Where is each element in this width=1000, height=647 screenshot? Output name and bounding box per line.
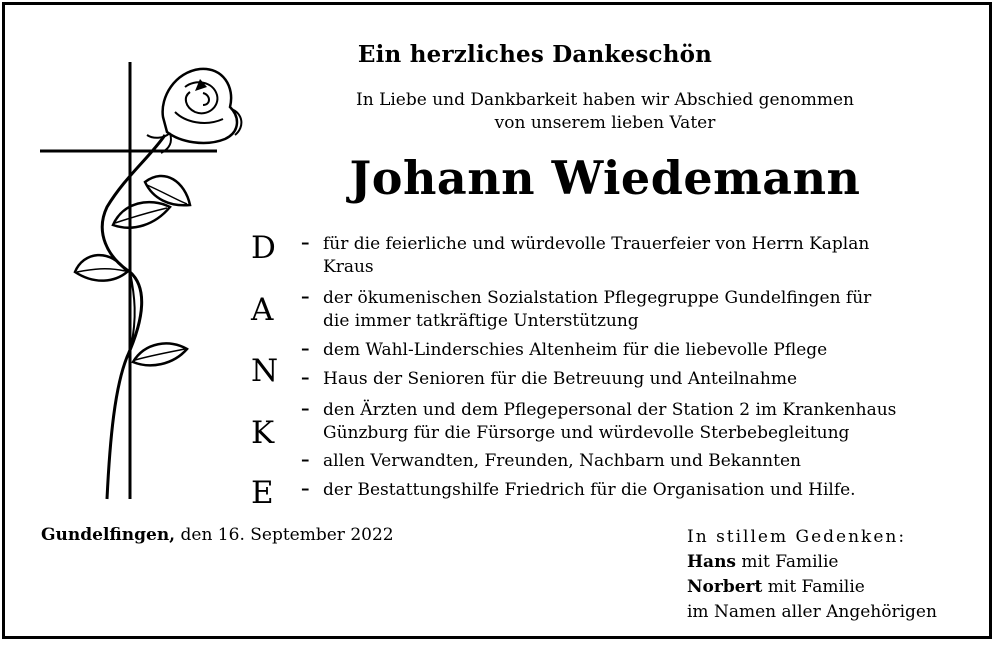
list-item xyxy=(301,450,991,473)
item-dash: – xyxy=(301,233,310,253)
danke-letter-a: A xyxy=(251,292,274,328)
deceased-name: Johann Wiedemann xyxy=(349,151,861,205)
signoff-line-1 xyxy=(687,550,937,575)
list-item xyxy=(301,339,991,362)
danke-letter-e: E xyxy=(251,475,274,511)
obituary-card xyxy=(2,2,992,639)
signoff-line-3: im Namen aller Angehörigen xyxy=(687,602,937,622)
item-dash: – xyxy=(301,339,310,359)
signoff-line-2 xyxy=(687,575,937,600)
signoff xyxy=(687,525,937,625)
intro-text xyxy=(305,89,905,135)
list-item xyxy=(301,479,991,502)
danke-letter-k: K xyxy=(251,415,275,451)
item-dash: – xyxy=(301,287,310,307)
item-dash: – xyxy=(301,399,310,419)
page-title: Ein herzliches Dankeschön xyxy=(357,41,713,68)
item-line-1: dem Wahl-Linderschies Altenheim für die liebevolle Pflege xyxy=(323,340,828,360)
item-line-1: der ökumenischen Sozialstation Pflegegruppe Gundelfingen für xyxy=(323,288,872,308)
item-line-1: Haus der Senioren für die Betreuung und Anteilnahme xyxy=(323,369,798,389)
signoff-line-2-rest: mit Familie xyxy=(762,577,865,597)
signoff-head: In stillem Gedenken: xyxy=(687,527,907,547)
list-item xyxy=(301,287,991,333)
danke-letter-d: D xyxy=(251,230,276,266)
intro-line-2: von unserem lieben Vater xyxy=(494,113,716,133)
item-dash: – xyxy=(301,479,310,499)
item-line-2: Günzburg für die Fürsorge und würdevolle Sterbebegleitung xyxy=(323,423,850,443)
list-item xyxy=(301,399,991,445)
item-dash: – xyxy=(301,368,310,388)
list-item xyxy=(301,233,991,279)
item-line-1: allen Verwandten, Freunden, Nachbarn und Bekannten xyxy=(323,451,801,471)
item-line-1: der Bestattungshilfe Friedrich für die Organisation und Hilfe. xyxy=(323,480,856,500)
item-line-1: den Ärzten und dem Pflegepersonal der Station 2 im Krankenhaus xyxy=(323,400,897,420)
list-item xyxy=(301,368,991,391)
item-line-2: Kraus xyxy=(323,257,374,277)
item-line-2: die immer tatkräftige Unterstützung xyxy=(323,311,639,331)
danke-letter-n: N xyxy=(251,353,279,389)
signoff-name-norbert: Norbert xyxy=(687,577,763,597)
signoff-line-1-rest: mit Familie xyxy=(736,552,839,572)
item-line-1: für die feierliche und würdevolle Trauerfeier von Herrn Kaplan xyxy=(323,234,870,254)
place-date xyxy=(41,525,394,545)
place-town: Gundelfingen, xyxy=(41,525,176,545)
intro-line-1: In Liebe und Dankbarkeit haben wir Abschied genommen xyxy=(356,90,854,110)
place-date-text: den 16. September 2022 xyxy=(175,525,394,545)
item-dash: – xyxy=(301,450,310,470)
rose-cross-icon xyxy=(35,57,255,507)
signoff-name-hans: Hans xyxy=(687,552,737,572)
